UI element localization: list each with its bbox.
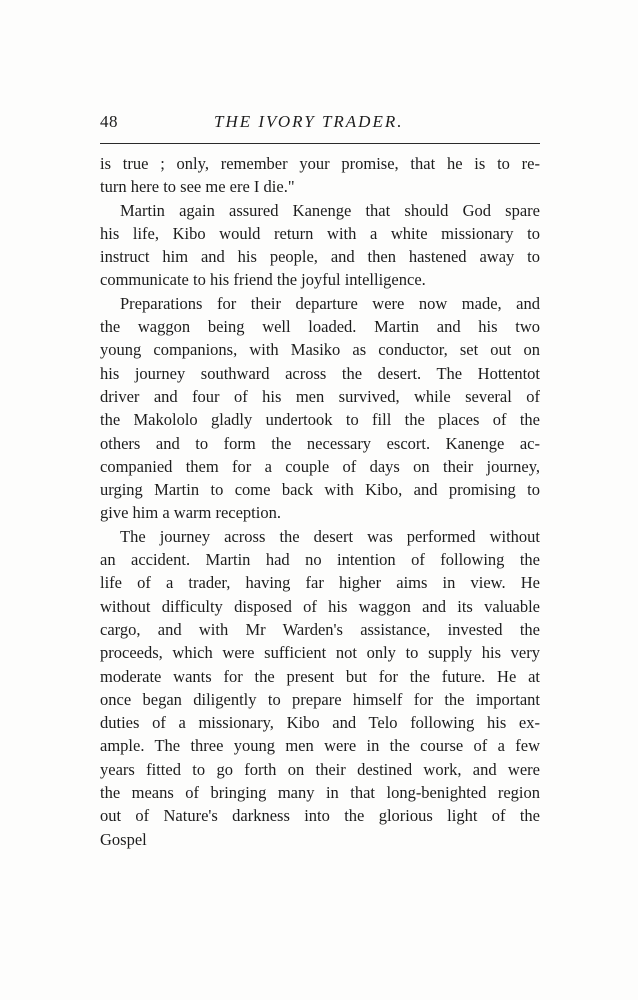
- text-line: life of a trader, having far higher aims in view. He: [100, 573, 540, 593]
- text-line: young companions, with Masiko as conductor, set out on: [100, 340, 540, 360]
- text-line: others and to form the necessary escort. Kanenge ac-: [100, 433, 540, 453]
- text-line: Martin again assured Kanenge that should God spare: [120, 200, 540, 220]
- text-line: communicate to his friend the joyful intelligence.: [100, 270, 426, 290]
- text-line: his journey southward across the desert. The Hottentot: [100, 363, 540, 383]
- text-line: the Makololo gladly undertook to fill the places of the: [100, 410, 540, 430]
- body-text: [100, 152, 540, 851]
- page-number: 48: [100, 112, 118, 131]
- text-line: companied them for a couple of days on their journey,: [100, 456, 540, 476]
- text-line: his life, Kibo would return with a white missionary to: [100, 223, 540, 243]
- text-line: proceeds, which were sufficient not only to supply his very: [100, 643, 540, 663]
- text-line: Gospel: [100, 829, 147, 849]
- text-line: out of Nature's darkness into the glorious light of the: [100, 806, 540, 826]
- running-title: THE IVORY TRADER.: [214, 112, 404, 131]
- text-line: Preparations for their departure were now made, and: [120, 293, 540, 313]
- text-line: turn here to see me ere I die.": [100, 177, 295, 197]
- text-line: once began diligently to prepare himself for the important: [100, 689, 540, 709]
- text-line: instruct him and his people, and then hastened away to: [100, 247, 540, 267]
- text-line: years fitted to go forth on their destined work, and were: [100, 759, 540, 779]
- header-rule: [100, 143, 540, 144]
- text-line: is true ; only, remember your promise, that he is to re-: [100, 154, 540, 173]
- text-line: ample. The three young men were in the course of a few: [100, 736, 540, 756]
- text-line: duties of a missionary, Kibo and Telo following his ex-: [100, 713, 540, 733]
- text-line: the means of bringing many in that long-benighted region: [100, 783, 540, 803]
- text-line: the waggon being well loaded. Martin and his two: [100, 317, 540, 337]
- text-line: an accident. Martin had no intention of following the: [100, 550, 540, 570]
- running-head: [100, 112, 540, 138]
- text-line: driver and four of his men survived, while several of: [100, 386, 540, 406]
- text-line: cargo, and with Mr Warden's assistance, invested the: [100, 619, 540, 639]
- text-line: The journey across the desert was performed without: [120, 526, 540, 546]
- text-line: urging Martin to come back with Kibo, and promising to: [100, 480, 540, 500]
- text-line: without difficulty disposed of his waggon and its valuable: [100, 596, 540, 616]
- text-line: give him a warm reception.: [100, 503, 281, 523]
- text-line: moderate wants for the present but for the future. He at: [100, 666, 540, 686]
